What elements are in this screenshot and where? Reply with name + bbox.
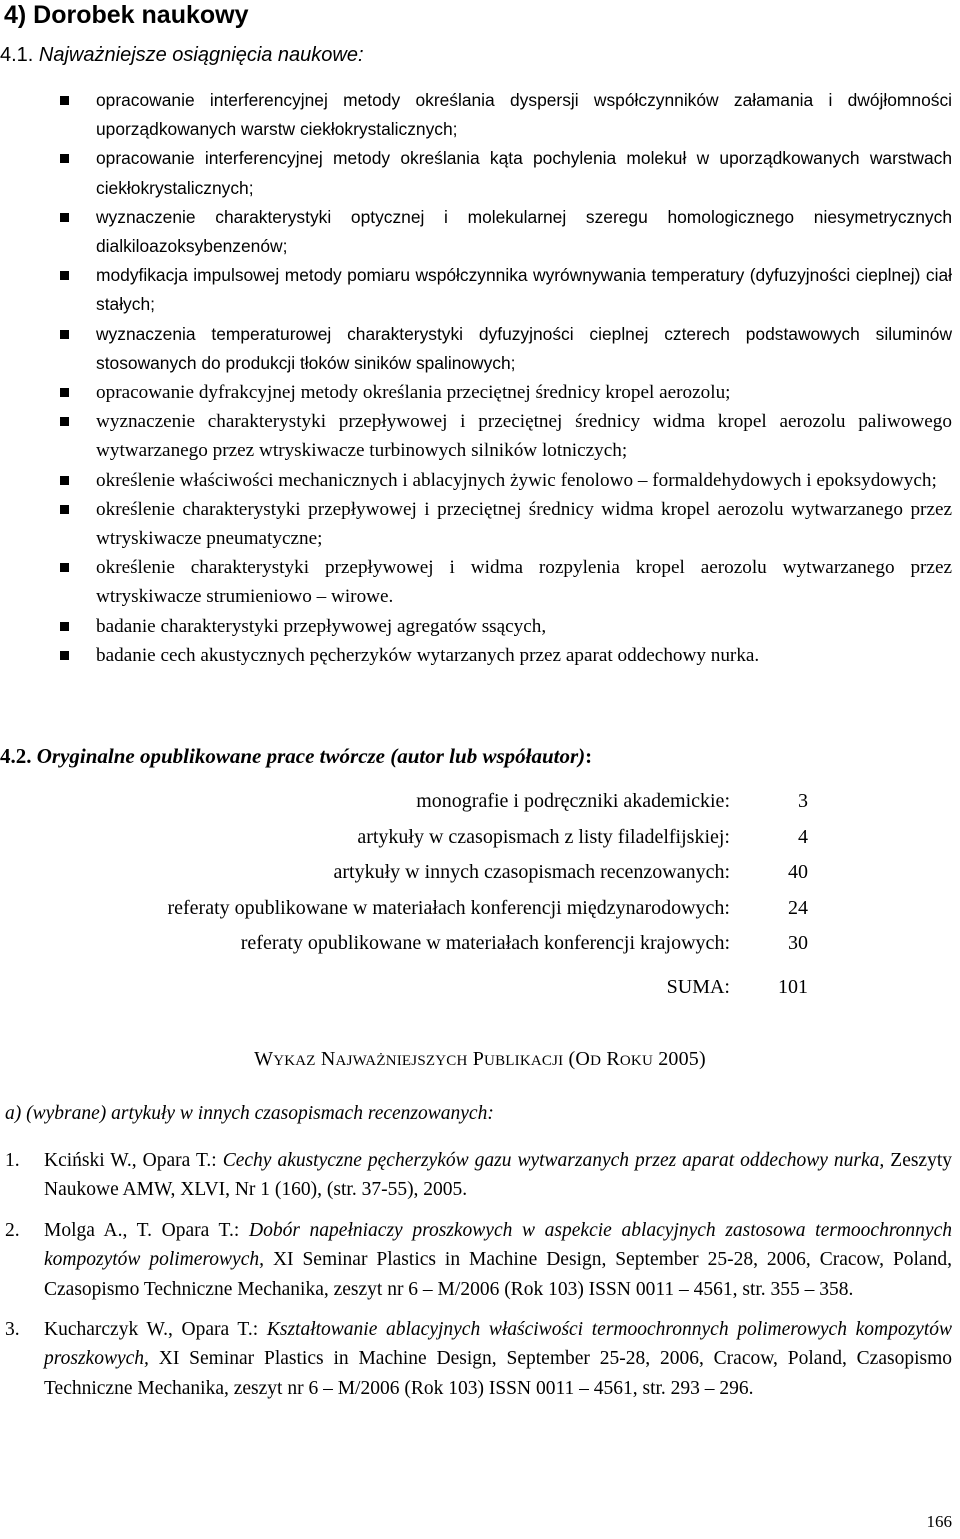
achievement-item xyxy=(0,407,960,465)
stat-value: 40 xyxy=(788,861,808,883)
achievement-item xyxy=(0,378,960,407)
square-bullet-icon xyxy=(60,388,69,397)
achievement-text: opracowanie interferencyjnej metody określania kąta pochylenia molekuł w uporządkowanych warstwach ciekłokrystalicznych; xyxy=(96,148,952,198)
subsection-colon: : xyxy=(585,744,593,768)
stat-label: referaty opublikowane w materiałach konferencji międzynarodowych: xyxy=(167,896,730,919)
achievement-text: modyfikacja impulsowej metody pomiaru współczynnika wyrównywania temperatury (dyfuzyjności cieplnej) ciał stałych; xyxy=(96,265,952,315)
publication-title: Dobór napełniaczy proszkowych w aspekcie ablacyjnych zastosowa termoochronnych kompozytów polimerowych, xyxy=(44,1219,952,1271)
publication-item xyxy=(0,1146,960,1205)
publication-title: Cechy akustyczne pęcherzyków gazu wytwarzanych przez aparat oddechowy nurka, xyxy=(222,1150,885,1171)
achievement-item xyxy=(0,466,960,495)
page-number: 166 xyxy=(926,1512,952,1531)
publications-subheading: a) (wybrane) artykuły w innych czasopismach recenzowanych: xyxy=(5,1103,494,1124)
publication-item xyxy=(0,1216,960,1304)
achievement-text: wyznaczenie charakterystyki przepływowej i przeciętnej średnicy widma kropel aerozolu paliwowego wytwarzanego przez wtryskiwacze turbinowych silników lotniczych; xyxy=(96,411,952,462)
achievement-item xyxy=(0,612,960,641)
square-bullet-icon xyxy=(60,622,69,631)
achievement-item xyxy=(0,144,960,202)
publication-details: Zeszyty Naukowe AMW, XLVI, Nr 1 (160), (str. 37-55), 2005. xyxy=(44,1150,953,1201)
achievement-text: opracowanie dyfrakcyjnej metody określania przeciętnej średnicy kropel aerozolu; xyxy=(96,382,731,404)
publication-item xyxy=(0,1315,960,1403)
square-bullet-icon xyxy=(60,330,69,339)
stat-label: artykuły w czasopismach z listy filadelfijskiej: xyxy=(357,825,730,848)
stat-value: 3 xyxy=(798,790,808,812)
achievement-text: badanie charakterystyki przepływowej agregatów ssących, xyxy=(96,615,547,637)
square-bullet-icon xyxy=(60,96,69,105)
achievement-item xyxy=(0,495,960,553)
stat-value: 24 xyxy=(788,896,808,919)
publication-authors: Kucharczyk W., Opara T.: xyxy=(44,1319,259,1341)
stat-row xyxy=(0,928,960,964)
achievement-item xyxy=(0,261,960,319)
publication-authors: Molga A., T. Opara T.: xyxy=(44,1219,240,1241)
subsection-title: Najważniejsze osiągnięcia naukowe: xyxy=(38,44,364,66)
stat-value: 4 xyxy=(798,825,808,848)
stat-label: referaty opublikowane w materiałach konferencji krajowych: xyxy=(240,932,730,954)
achievement-text: wyznaczenie charakterystyki optycznej i molekularnej szeregu homologicznego niesymetrycznych dialkiloazoksybenzenów; xyxy=(96,206,952,257)
stat-row xyxy=(0,893,960,929)
publication-number: 3. xyxy=(5,1319,20,1341)
stat-row xyxy=(0,822,960,858)
square-bullet-icon xyxy=(60,271,69,280)
achievement-text: określenie charakterystyki przepływowej i przeciętnej średnicy widma kropel aerozolu wytwarzanego przez wtryskiwacze pneumatyczne; xyxy=(96,498,952,550)
publication-title: Kształtowanie ablacyjnych właściwości termoochronnych polimerowych kompozytów proszkowych, xyxy=(44,1319,953,1370)
achievement-text: określenie właściwości mechanicznych i ablacyjnych żywic fenolowo – formaldehydowych i epoksydowych; xyxy=(96,469,937,491)
sum-label: SUMA: xyxy=(666,975,730,998)
square-bullet-icon xyxy=(60,651,69,660)
square-bullet-icon xyxy=(60,213,69,222)
section-heading: 4) Dorobek naukowy xyxy=(4,1,249,29)
subsection-number: 4.2. xyxy=(0,744,32,768)
achievement-item xyxy=(0,320,960,378)
stat-sum-row xyxy=(0,972,960,1008)
square-bullet-icon xyxy=(60,417,69,426)
subsection-heading-achievements xyxy=(0,42,364,68)
publication-stats xyxy=(0,786,960,1007)
sum-value: 101 xyxy=(778,975,808,998)
achievement-item xyxy=(0,553,960,611)
subsection-title: Oryginalne opublikowane prace twórcze (autor lub współautor) xyxy=(36,744,586,768)
stat-value: 30 xyxy=(788,932,808,954)
stat-row xyxy=(0,857,960,893)
achievement-item xyxy=(0,203,960,261)
square-bullet-icon xyxy=(60,505,69,514)
square-bullet-icon xyxy=(60,563,69,572)
stat-row xyxy=(0,786,960,822)
publications-caption: WYKAZ NAJWAŻNIEJSZYCH PUBLIKACJI (OD ROKU 2005) xyxy=(254,1048,706,1070)
publication-number: 1. xyxy=(5,1150,20,1171)
achievement-text: wyznaczenia temperaturowej charakterystyki dyfuzyjności cieplnej czterech podstawowych siluminów stosowanych do produkcji tłoków siników spalinowych; xyxy=(96,323,952,373)
achievement-item xyxy=(0,641,960,670)
publication-authors: Kciński W., Opara T.: xyxy=(44,1150,217,1171)
subsection-heading-publications xyxy=(0,743,592,769)
square-bullet-icon xyxy=(60,476,69,485)
publications-list xyxy=(0,1146,960,1414)
stat-label: monografie i podręczniki akademickie: xyxy=(416,790,730,812)
publication-number: 2. xyxy=(5,1219,20,1241)
stat-label: artykuły w innych czasopismach recenzowanych: xyxy=(333,861,730,883)
achievement-item xyxy=(0,86,960,144)
achievements-list xyxy=(0,86,960,670)
square-bullet-icon xyxy=(60,154,69,163)
publication-details: XI Seminar Plastics in Machine Design, September 25-28, 2006, Cracow, Poland, Czasopismo Techniczne Mechanika, zeszyt nr 6 – M/2006 (Rok 103) ISSN 0011 – 4561, str. 293 – 296. xyxy=(44,1348,952,1399)
subsection-number: 4.1. xyxy=(0,44,34,66)
publication-details: XI Seminar Plastics in Machine Design, September 25-28, 2006, Cracow, Poland, Czasopismo Techniczne Mechanika, zeszyt nr 6 – M/2006 (Rok 103) ISSN 0011 – 4561, str. 355 – 358. xyxy=(44,1249,952,1300)
achievement-text: określenie charakterystyki przepływowej i widma rozpylenia kropel aerozolu wytwarzanego przez wtryskiwacze strumieniowo – wirowe. xyxy=(96,557,952,608)
achievement-text: badanie cech akustycznych pęcherzyków wytarzanych przez aparat oddechowy nurka. xyxy=(96,644,760,666)
achievement-text: opracowanie interferencyjnej metody określania dyspersji współczynników załamania i dwójłomności uporządkowanych warstw ciekłokrystalicznych; xyxy=(96,90,952,140)
